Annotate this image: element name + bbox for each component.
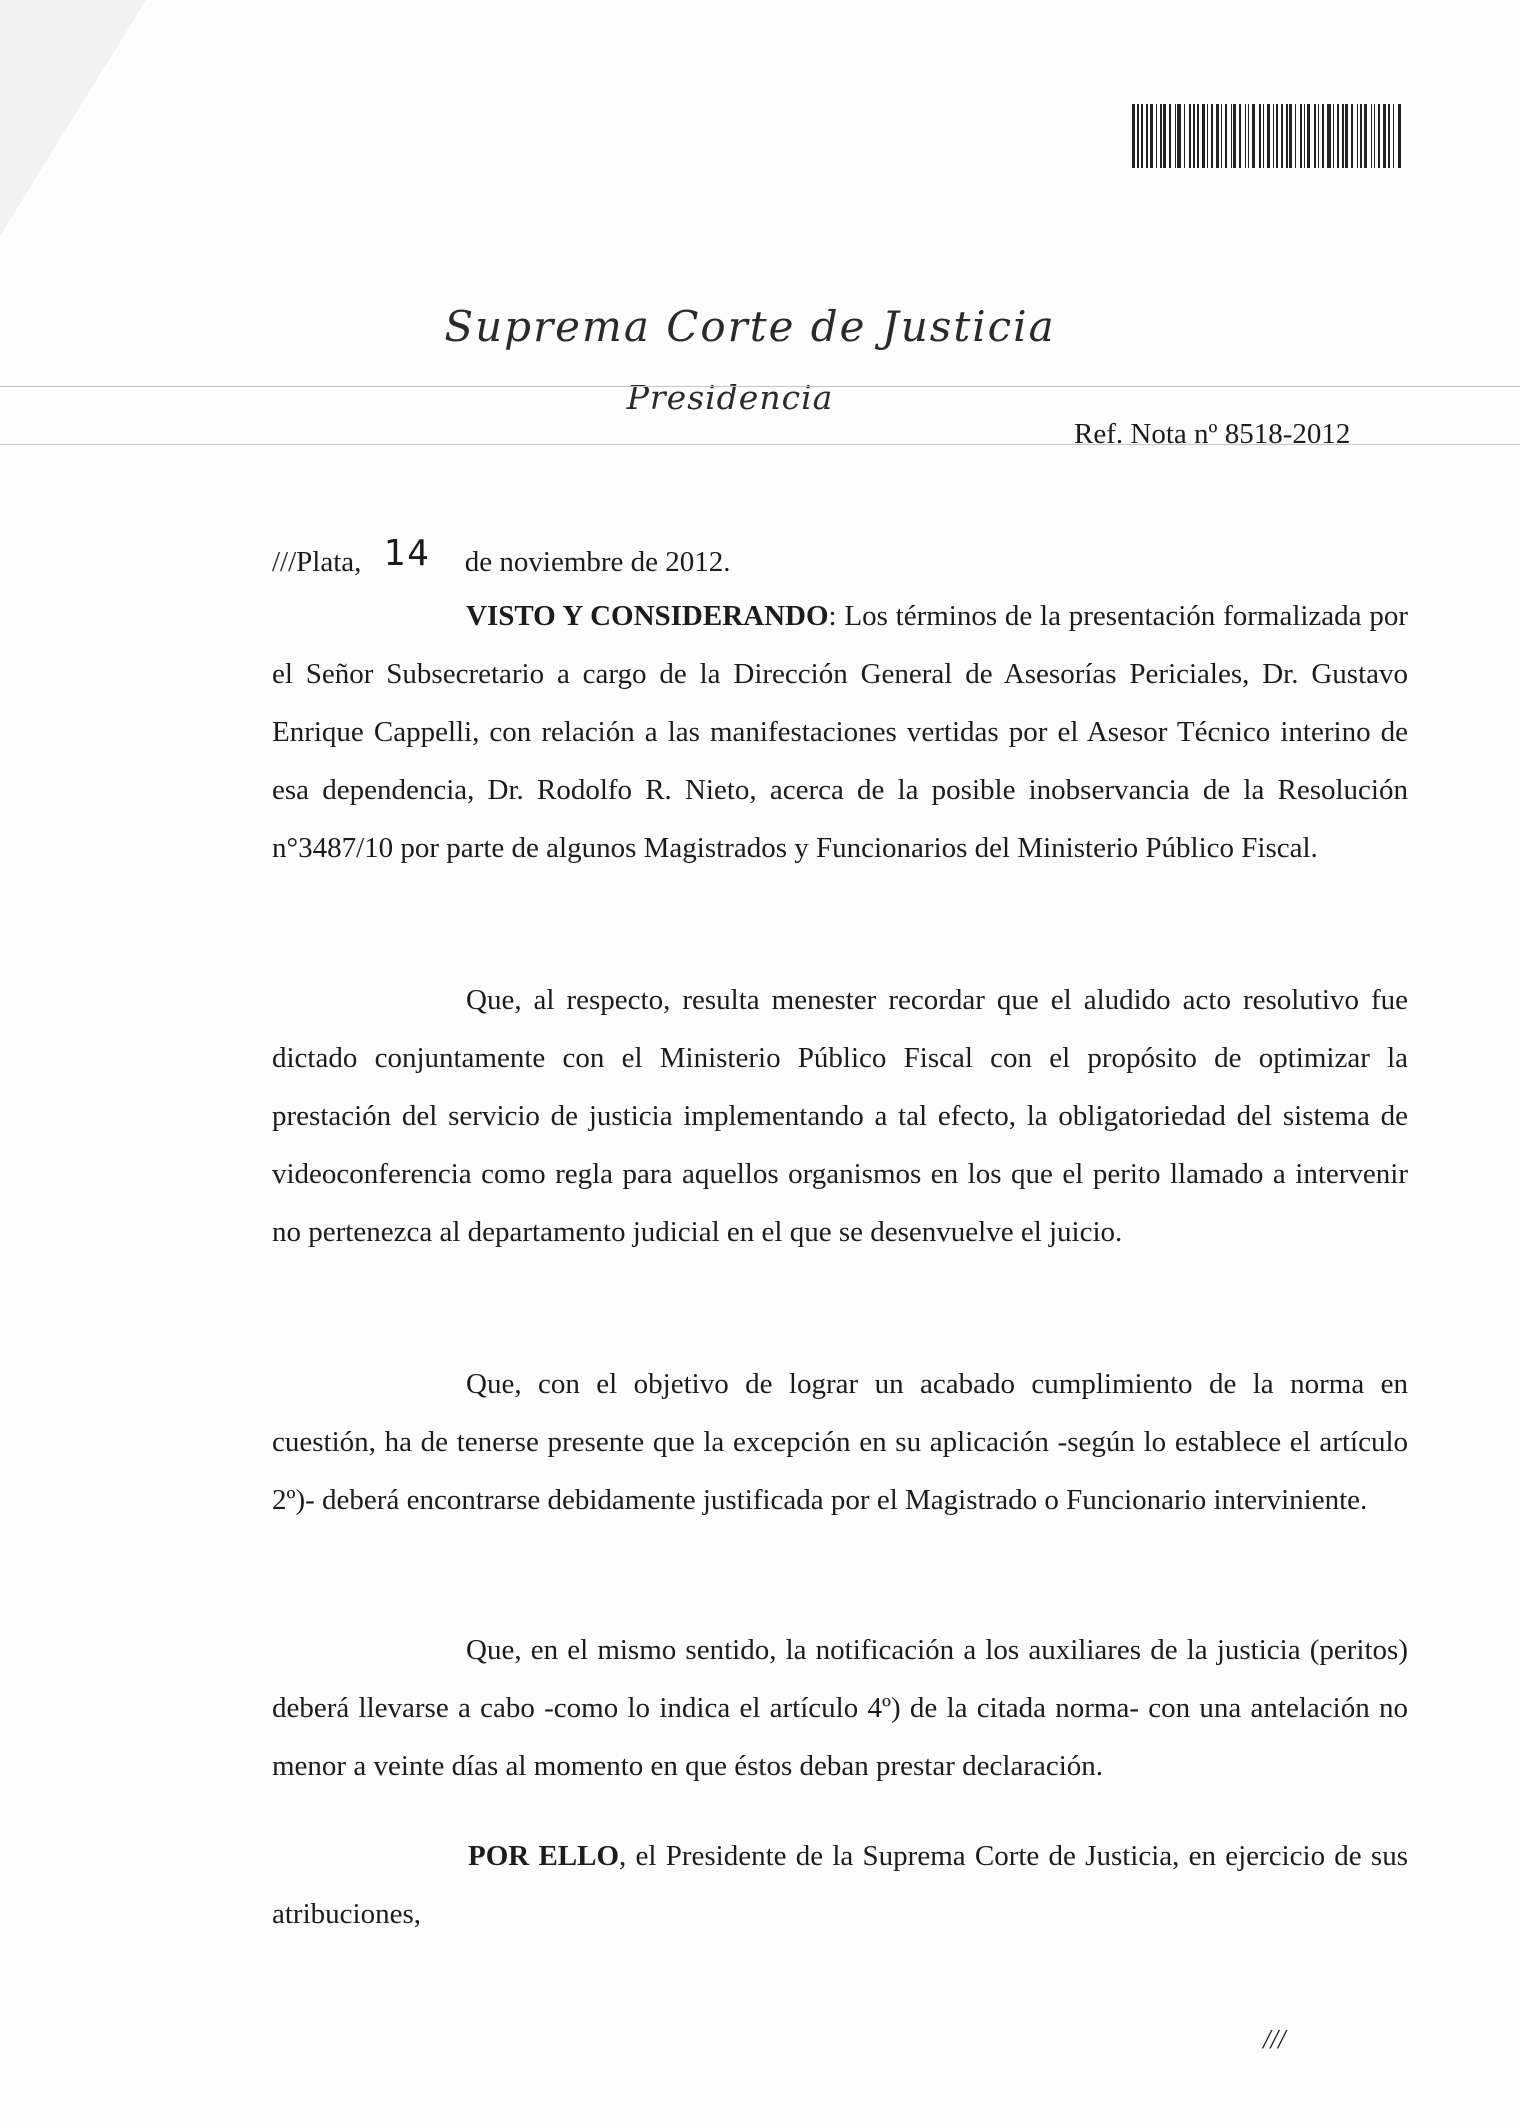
barcode-bar	[1175, 104, 1176, 168]
barcode-bar	[1281, 104, 1283, 168]
barcode-bar	[1211, 104, 1213, 168]
barcode-bar	[1189, 104, 1191, 168]
barcode-bar	[1248, 104, 1249, 168]
barcode-bar	[1307, 104, 1310, 168]
barcode-bar	[1225, 104, 1227, 168]
barcode-bar	[1342, 104, 1343, 168]
paragraph-lead-bold: VISTO Y CONSIDERANDO	[466, 600, 829, 632]
paragraph-lead-bold: POR ELLO	[468, 1840, 620, 1872]
paragraph-visto-considerando	[272, 587, 1408, 877]
barcode-bar	[1289, 104, 1292, 168]
barcode-bar	[1371, 104, 1372, 168]
reference-number: Ref. Nota nº 8518-2012	[1074, 418, 1351, 450]
barcode-bar	[1398, 104, 1401, 168]
barcode-bar	[1295, 104, 1296, 168]
barcode-bar	[1207, 104, 1208, 168]
barcode-bar	[1163, 104, 1166, 168]
barcode-bar	[1141, 104, 1142, 168]
date-suffix: de noviembre de 2012.	[464, 546, 731, 578]
barcode-bar	[1221, 104, 1222, 168]
barcode-bar	[1300, 104, 1302, 168]
barcode-bar	[1193, 104, 1195, 168]
date-line	[272, 533, 731, 580]
barcode-bar	[1202, 104, 1205, 168]
barcode-bar	[1327, 104, 1331, 168]
barcode-bar	[1239, 104, 1241, 168]
handwritten-day: 14	[383, 533, 431, 574]
barcode-bar	[1184, 104, 1185, 168]
barcode-bar	[1345, 104, 1348, 168]
barcode-bar	[1318, 104, 1319, 168]
paragraph-por-ello	[272, 1827, 1408, 1943]
paragraph-que-respecto	[272, 971, 1408, 1261]
barcode-bar	[1263, 104, 1264, 168]
barcode-bar	[1360, 104, 1362, 168]
barcode-bar	[1169, 104, 1171, 168]
barcode-bar	[1245, 104, 1246, 168]
barcode-bar	[1276, 104, 1278, 168]
barcode-bar	[1388, 104, 1390, 168]
paragraph-que-objetivo	[272, 1355, 1408, 1529]
barcode-bar	[1156, 104, 1157, 168]
barcode-bar	[1314, 104, 1316, 168]
barcode-bar	[1259, 104, 1261, 168]
barcode-bar	[1273, 104, 1274, 168]
barcode-bar	[1197, 104, 1198, 168]
barcode-bar	[1378, 104, 1380, 168]
barcode-bar	[1357, 104, 1358, 168]
barcode-bar	[1383, 104, 1386, 168]
barcode-bar	[1252, 104, 1256, 168]
barcode-bar	[1304, 104, 1305, 168]
barcode-bar	[1146, 104, 1148, 168]
barcode-bar	[1351, 104, 1353, 168]
barcode-bar	[1337, 104, 1339, 168]
paragraph-que-sentido	[272, 1621, 1408, 1795]
barcode-bar	[1393, 104, 1394, 168]
barcode-bar	[1132, 104, 1135, 168]
barcode-bar	[1231, 104, 1232, 168]
barcode	[1132, 104, 1402, 168]
barcode-bar	[1267, 104, 1270, 168]
paragraph-text: Que, con el objetivo de lograr un acabado cumplimiento de la norma en cuestión, ha de tenerse presente que la excepción en su aplicación -según lo establece el artículo 2º)- deberá encontrarse debidamente justificada por el Magistrado o Funcionario interviniente.	[272, 1368, 1408, 1516]
barcode-bar	[1374, 104, 1375, 168]
barcode-bar	[1137, 104, 1139, 168]
date-prefix: ///Plata,	[272, 546, 362, 578]
barcode-bar	[1333, 104, 1334, 168]
barcode-bar	[1160, 104, 1161, 168]
barcode-bar	[1177, 104, 1181, 168]
barcode-bar	[1233, 104, 1236, 168]
letterhead-court-name: Suprema Corte de Justicia	[444, 302, 1056, 351]
continuation-mark: ///	[1263, 2024, 1286, 2054]
folded-corner-shadow	[0, 0, 146, 236]
barcode-bar	[1364, 104, 1367, 168]
paragraph-text: : Los términos de la presentación formalizada por el Señor Subsecretario a cargo de la Dirección General de Asesorías Periciales, Dr. Gustavo Enrique Cappelli, con relación a las manifestaciones vertidas por el Asesor Técnico interino de esa dependencia, Dr. Rodolfo R. Nieto, acerca de la posible inobservancia de la Resolución n°3487/10 por parte de algunos Magistrados y Funcionarios del Ministerio Público Fiscal.	[272, 600, 1408, 864]
barcode-bar	[1216, 104, 1219, 168]
barcode-bar	[1322, 104, 1324, 168]
paragraph-text: Que, en el mismo sentido, la notificación a los auxiliares de la justicia (peritos) deberá llevarse a cabo -como lo indica el artículo 4º) de la citada norma- con una antelación no menor a veinte días al momento en que éstos deban prestar declaración.	[272, 1634, 1408, 1782]
paragraph-text: Que, al respecto, resulta menester recordar que el aludido acto resolutivo fue dictado conjuntamente con el Ministerio Público Fiscal con el propósito de optimizar la prestación del servicio de justicia implementando a tal efecto, la obligatoriedad del sistema de videoconferencia como regla para aquellos organismos en los que el perito llamado a intervenir no pertenezca al departamento judicial en el que se desenvuelve el juicio.	[272, 984, 1408, 1248]
paragraph-text: , el Presidente de la Suprema Corte de Justicia, en ejercicio de sus atribuciones,	[272, 1840, 1408, 1930]
barcode-bar	[1150, 104, 1153, 168]
letterhead-office: Presidencia	[626, 378, 834, 417]
barcode-bar	[1286, 104, 1287, 168]
letterhead-rule-top	[0, 386, 1520, 387]
